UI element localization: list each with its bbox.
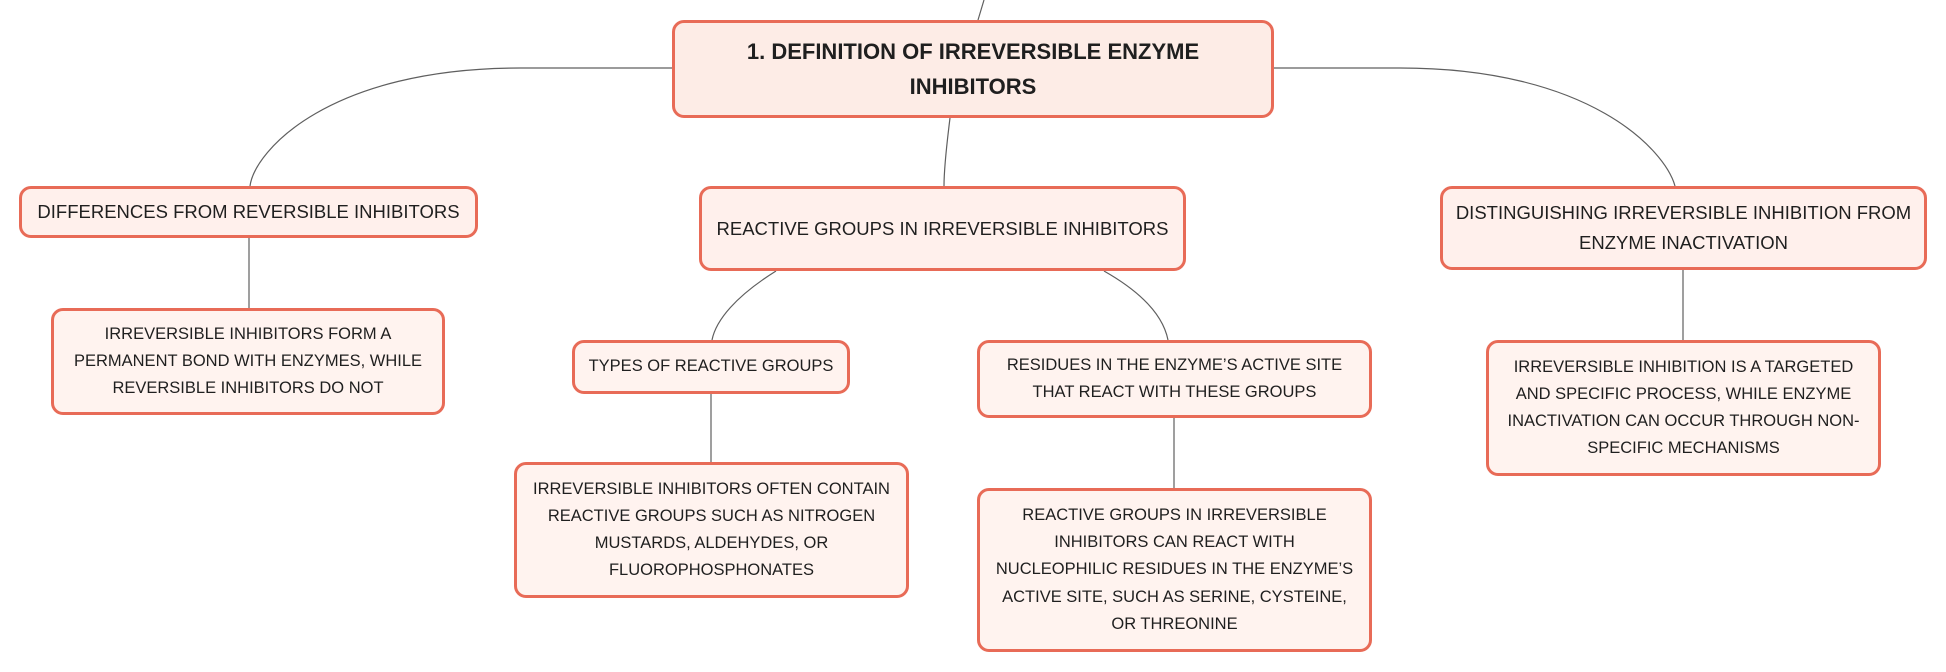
- topic-distinguishing[interactable]: [1440, 186, 1927, 270]
- connector-reactive-residues: [1104, 271, 1168, 340]
- root-topic-label: 1. DEFINITION OF IRREVERSIBLE ENZYME INHIBITORS: [746, 38, 1200, 99]
- topic-reactive-groups-label: REACTIVE GROUPS IN IRREVERSIBLE INHIBITORS: [716, 217, 1169, 239]
- topic-differences[interactable]: [19, 186, 478, 238]
- connector-root-parent: [978, 0, 984, 20]
- connector-reactive-types: [712, 271, 776, 340]
- leaf-differences-detail[interactable]: [51, 308, 445, 415]
- connector-root-reactive: [944, 118, 950, 186]
- connector-root-differences: [250, 68, 672, 186]
- connector-root-distinguishing: [1274, 68, 1675, 186]
- subtopic-residues-label: RESIDUES IN THE ENZYME’S ACTIVE SITE THAT REACT WITH THESE GROUPS: [1006, 355, 1343, 401]
- leaf-differences-detail-label: IRREVERSIBLE INHIBITORS FORM A PERMANENT BOND WITH ENZYMES, WHILE REVERSIBLE INHIBITORS DO NOT: [73, 324, 423, 398]
- subtopic-types-label: TYPES OF REACTIVE GROUPS: [588, 357, 834, 376]
- leaf-types-detail[interactable]: [514, 462, 909, 598]
- topic-distinguishing-label: DISTINGUISHING IRREVERSIBLE INHIBITION FROM ENZYME INACTIVATION: [1455, 202, 1912, 253]
- leaf-residues-detail-label: REACTIVE GROUPS IN IRREVERSIBLE INHIBITORS CAN REACT WITH NUCLEOPHILIC RESIDUES IN THE ENZYME’S ACTIVE SITE, SUCH AS SERINE, CYSTEINE, OR THREONINE: [995, 505, 1354, 633]
- leaf-types-detail-label: IRREVERSIBLE INHIBITORS OFTEN CONTAIN REACTIVE GROUPS SUCH AS NITROGEN MUSTARDS, ALDEHYDES, OR FLUOROPHOSPHONATES: [533, 479, 890, 580]
- leaf-residues-detail[interactable]: [977, 488, 1372, 652]
- root-topic[interactable]: [672, 20, 1274, 118]
- topic-reactive-groups[interactable]: [699, 186, 1186, 271]
- leaf-distinguishing-detail-label: IRREVERSIBLE INHIBITION IS A TARGETED AND SPECIFIC PROCESS, WHILE ENZYME INACTIVATION CAN OCCUR THROUGH NON-SPECIFIC MECHANISMS: [1507, 357, 1860, 458]
- subtopic-types-of-reactive-groups[interactable]: [572, 340, 850, 394]
- topic-differences-label: DIFFERENCES FROM REVERSIBLE INHIBITORS: [37, 201, 460, 223]
- leaf-distinguishing-detail[interactable]: [1486, 340, 1881, 476]
- subtopic-active-site-residues[interactable]: [977, 340, 1372, 418]
